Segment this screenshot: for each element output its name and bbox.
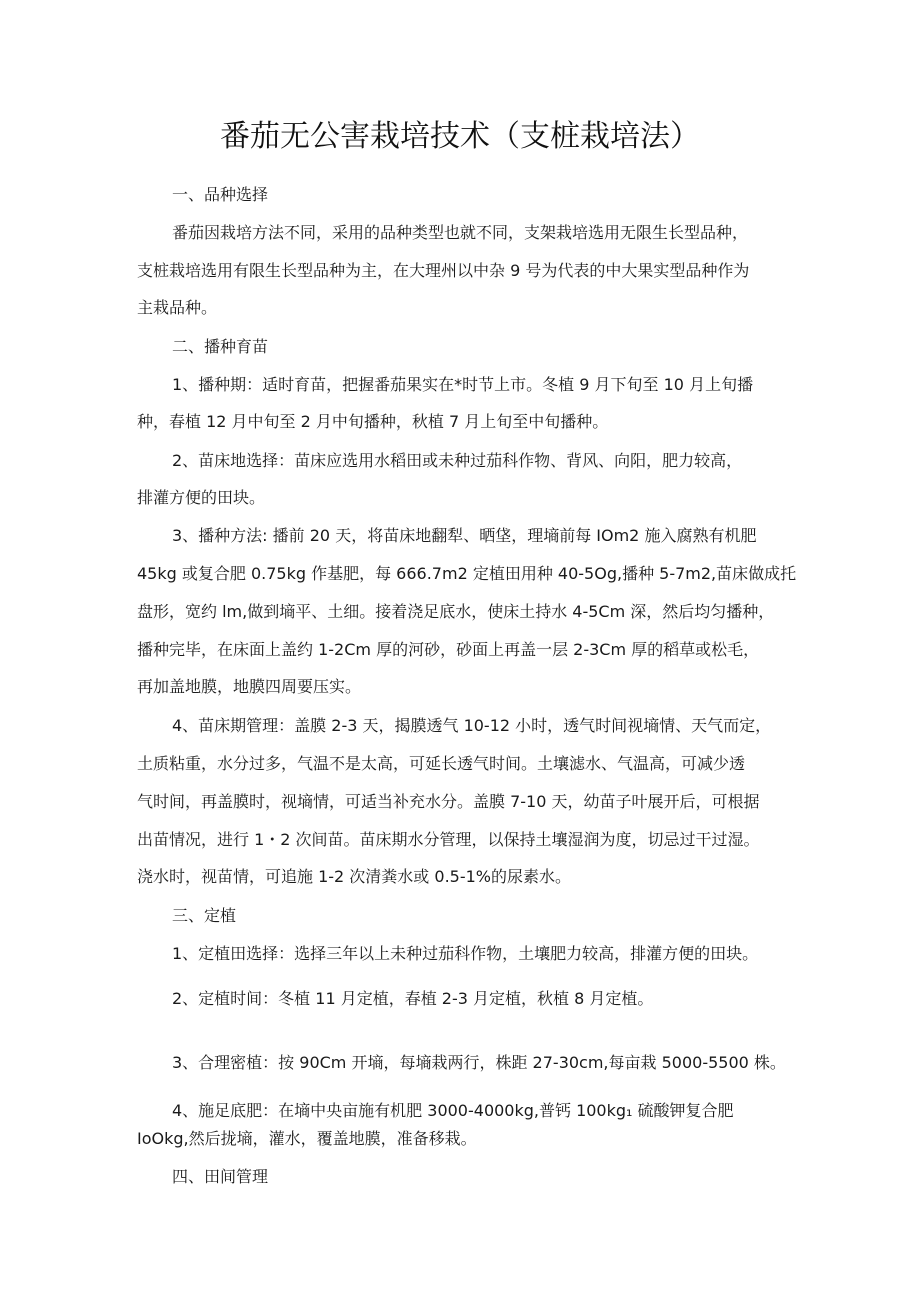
paragraph-line: 再加盖地膜，地膜四周要压实。 [137,677,362,696]
paragraph-line: 2、苗床地选择：苗床应选用水稻田或未种过茄科作物、背风、向阳，肥力较高， [172,451,743,470]
paragraph-line: 排灌方便的田块。 [137,488,266,507]
paragraph-line: 1、定植田选择：选择三年以上未种过茄科作物，土壤肥力较高，排灌方便的田块。 [172,944,759,963]
paragraph-line: 出苗情况，进行 1・2 次间苗。苗床期水分管理，以保持土壤湿润为度，切忌过干过湿。 [137,830,760,849]
paragraph-line: 2、定植时间：冬植 11 月定植，春植 2-3 月定植，秋植 8 月定植。 [172,989,654,1008]
section-heading-seedling: 二、播种育苗 [172,337,269,356]
paragraph-line: 4、苗床期管理：盖膜 2-3 天，揭膜透气 10-12 小时，透气时间视墒情、天气而定， [172,716,772,735]
paragraph-line: 3、播种方法: 播前 20 天，将苗床地翻犁、晒垡，理墒前每 IOm2 施入腐熟有机肥 [172,526,757,545]
paragraph-line: 气时间，再盖膜时，视墒情，可适当补充水分。盖膜 7-10 天，幼苗子叶展开后，可根据 [137,792,760,811]
paragraph-line: 1、播种期：适时育苗，把握番茄果实在*时节上市。冬植 9 月下旬至 10 月上旬播 [172,375,754,394]
paragraph-line: 3、合理密植：按 90Cm 开墒，每墒栽两行，株距 27-30cm,每亩栽 5000-5500 株。 [172,1053,786,1072]
paragraph-line: 番茄因栽培方法不同，采用的品种类型也就不同，支架栽培选用无限生长型品种， [172,223,749,242]
section-heading-field-management: 四、田间管理 [172,1167,269,1186]
paragraph-line: 浇水时，视苗情，可追施 1-2 次清粪水或 0.5-1%的尿素水。 [137,867,571,886]
section-heading-variety: 一、品种选择 [172,185,269,204]
paragraph-line: 播种完毕，在床面上盖约 1-2Cm 厚的河砂，砂面上再盖一层 2-3Cm 厚的稻草或松毛， [137,640,760,659]
document-title: 番茄无公害栽培技术（支桩栽培法） [220,119,700,154]
paragraph-line: 种，春植 12 月中旬至 2 月中旬播种，秋植 7 月上旬至中旬播种。 [137,412,609,431]
paragraph-line: 土质粘重，水分过多，气温不是太高，可延长透气时间。土壤滤水、气温高，可减少透 [137,754,746,773]
section-heading-transplant: 三、定植 [172,906,237,925]
paragraph-line: 45kg 或复合肥 0.75kg 作基肥，每 666.7m2 定植田用种 40-5Og,播种 5-7m2,苗床做成托 [137,564,797,583]
paragraph-line: 4、施足底肥：在墒中央亩施有机肥 3000-4000kg,普钙 100kg₁ 硫酸钾复合肥 [172,1101,734,1120]
paragraph-line: 支桩栽培选用有限生长型品种为主，在大理州以中杂 9 号为代表的中大果实型品种作为 [137,261,750,280]
paragraph-line: 主栽品种。 [137,298,218,317]
paragraph-line: 盘形，宽约 lm,做到墒平、土细。接着浇足底水，使床土持水 4-5Cm 深，然后均匀播种， [137,602,775,621]
paragraph-line: IoOkg,然后拢墒，灌水，覆盖地膜，准备移栽。 [137,1129,477,1148]
